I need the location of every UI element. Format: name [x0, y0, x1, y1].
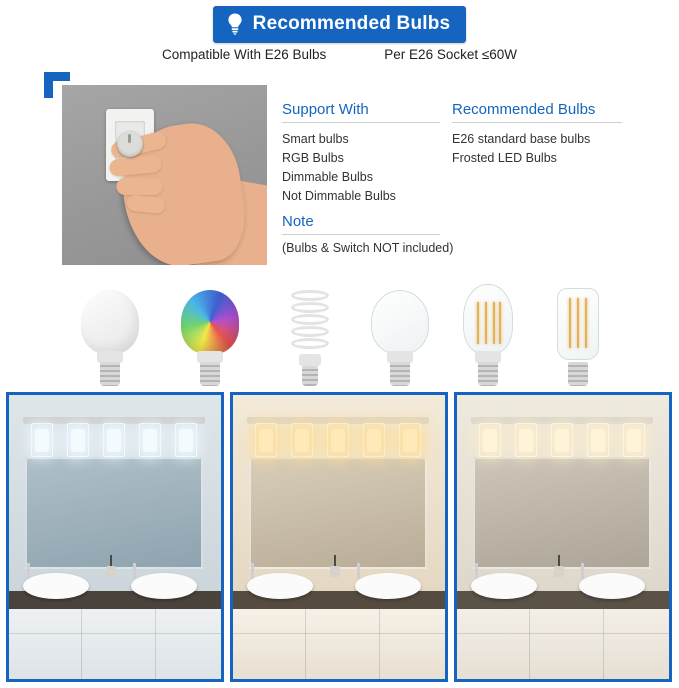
filament: [563, 298, 593, 350]
note-heading: Note: [282, 213, 440, 235]
support-item-dimmable-bulbs: Dimmable Bulbs: [282, 170, 374, 184]
room-scene: [233, 395, 445, 679]
vanity-lamp: [399, 423, 421, 457]
finger-ring: [116, 178, 162, 195]
faucet: [475, 563, 478, 579]
sink-basin: [579, 573, 645, 599]
recommended-bulbs-heading: Recommended Bulbs: [452, 101, 622, 123]
compatibility-subtitle-row: [0, 47, 679, 62]
bathroom-gallery: [6, 392, 673, 682]
vase: [553, 555, 565, 577]
sink-basin: [471, 573, 537, 599]
filament: [473, 302, 503, 346]
cfl-spiral-bulb: [262, 268, 358, 390]
faucet: [133, 563, 136, 579]
e26-screw-base: [390, 362, 410, 386]
sink-basin: [131, 573, 197, 599]
mirror: [25, 457, 203, 569]
vanity-lamp: [139, 423, 161, 457]
bathroom-vanity-warm-white: [230, 392, 448, 682]
vanity-lamp: [31, 423, 53, 457]
clear-a19-bulb: [352, 268, 448, 390]
finger-pinky: [126, 194, 165, 214]
vanity-lamp: [103, 423, 125, 457]
bulb-icon: [225, 12, 245, 36]
room-scene: [457, 395, 669, 679]
faucet: [357, 563, 360, 579]
support-with-heading: Support With: [282, 101, 440, 123]
dimmer-knob: [117, 131, 143, 157]
edison-filament-bulb: [440, 268, 536, 390]
note-block: [282, 213, 453, 255]
cabinet: [9, 609, 221, 679]
vase: [329, 555, 341, 577]
vanity-lamp: [175, 423, 197, 457]
vanity-lamp: [67, 423, 89, 457]
support-with-column: [282, 101, 440, 206]
sink-basin: [355, 573, 421, 599]
e26-screw-base: [200, 362, 220, 386]
vanity-lamp: [327, 423, 349, 457]
cabinet: [457, 609, 669, 679]
vanity-lamp: [587, 423, 609, 457]
tubular-filament-bulb: [530, 268, 626, 390]
faucet: [27, 563, 30, 579]
recommended-bulbs-column: [452, 101, 622, 168]
bulb-type-row: [0, 268, 679, 390]
mirror: [249, 457, 427, 569]
e26-screw-base: [100, 362, 120, 386]
sink-basin: [247, 573, 313, 599]
bulb-neck: [299, 354, 321, 366]
faucet: [581, 563, 584, 579]
e26-screw-base: [302, 366, 318, 386]
vanity-lamp: [551, 423, 573, 457]
header-banner: [213, 6, 467, 43]
support-item-not-dimmable-bulbs: Not Dimmable Bulbs: [282, 189, 396, 203]
e26-screw-base: [568, 362, 588, 386]
faucet: [251, 563, 254, 579]
recommended-item-frosted-led: Frosted LED Bulbs: [452, 151, 557, 165]
compatible-bulbs-text: Compatible With E26 Bulbs: [161, 47, 327, 62]
white-led-bulb: [62, 268, 158, 390]
vanity-lamp: [291, 423, 313, 457]
cabinet: [233, 609, 445, 679]
support-item-smart-bulbs: Smart bulbs: [282, 132, 349, 146]
note-text: (Bulbs & Switch NOT included): [282, 241, 454, 255]
sink-basin: [23, 573, 89, 599]
mirror: [473, 457, 651, 569]
e26-screw-base: [478, 362, 498, 386]
vanity-lamp: [623, 423, 645, 457]
vase: [105, 555, 117, 577]
page-title: Recommended Bulbs: [252, 13, 451, 34]
spiral-tube: [287, 290, 333, 352]
vanity-lamp: [479, 423, 501, 457]
rgb-smart-bulb: [162, 268, 258, 390]
bathroom-vanity-cool-white: [6, 392, 224, 682]
recommended-item-e26-standard: E26 standard base bulbs: [452, 132, 591, 146]
support-item-rgb-bulbs: RGB Bulbs: [282, 151, 344, 165]
bulb-glass: [181, 290, 239, 354]
bulb-glass: [371, 290, 429, 354]
bulb-glass: [81, 290, 139, 354]
vanity-lamp: [363, 423, 385, 457]
socket-wattage-text: Per E26 Socket ≤60W: [384, 47, 518, 62]
vanity-lamp: [255, 423, 277, 457]
header-banner-wrap: [0, 6, 679, 43]
room-scene: [9, 395, 221, 679]
dimmer-switch-photo: [62, 85, 267, 265]
bathroom-vanity-soft-white: [454, 392, 672, 682]
vanity-lamp: [515, 423, 537, 457]
